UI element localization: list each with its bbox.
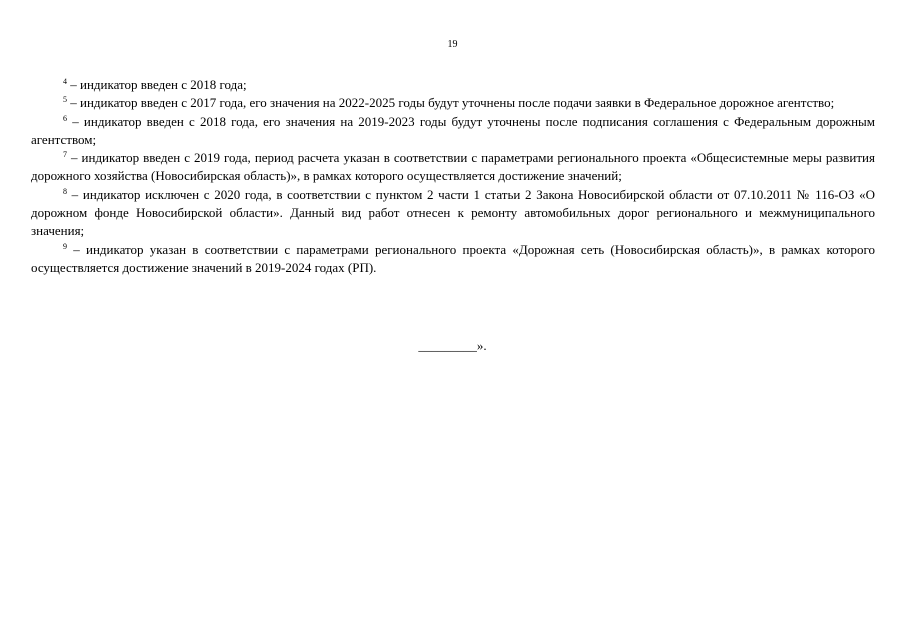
footnote-text: – индикатор исключен с 2020 года, в соответствии с пунктом 2 части 1 статьи 2 Закона Новосибирской области от 07.10.2011 № 116-ОЗ «О дорожном фонде Новосибирской области». Данный вид работ отнесен к ремонту автомобильных дорог регионального и межмуниципального значения;	[31, 186, 875, 239]
footnote-text: – индикатор введен с 2019 года, период расчета указан в соответствии с параметрами регионального проекта «Общесистемные меры развития дорожного хозяйства (Новосибирская область)», в рамках которого осуществляется достижение значений;	[31, 150, 875, 184]
footnote-marker: 9	[63, 241, 67, 251]
footnote-text: – индикатор введен с 2018 года, его значения на 2019-2023 годы будут уточнены после подписания соглашения с Федеральным дорожным агентством;	[31, 113, 875, 147]
footnote	[31, 241, 875, 278]
footnote	[31, 186, 875, 241]
footnote-marker: 7	[63, 150, 67, 160]
closing-line: _________».	[418, 338, 487, 353]
footnote	[31, 76, 875, 94]
footnote-marker: 4	[63, 77, 67, 86]
footnote-text: – индикатор введен с 2017 года, его значения на 2022-2025 годы будут уточнены после подачи заявки в Федеральное дорожное агентство;	[67, 95, 835, 111]
footnotes-block	[31, 76, 875, 277]
footnote-marker: 8	[63, 186, 67, 196]
footnote-marker: 5	[63, 95, 67, 105]
footnote-text: – индикатор указан в соответствии с параметрами регионального проекта «Дорожная сеть (Новосибирская область)», в рамках которого осуществляется достижение значений в 2019-2024 годах (РП).	[31, 241, 875, 275]
footnote-marker: 6	[63, 113, 67, 123]
footnote	[31, 94, 875, 112]
footnote	[31, 113, 875, 150]
footnote-text: – индикатор введен с 2018 года;	[67, 77, 247, 92]
page-number: 19	[447, 39, 458, 50]
footnote	[31, 149, 875, 186]
